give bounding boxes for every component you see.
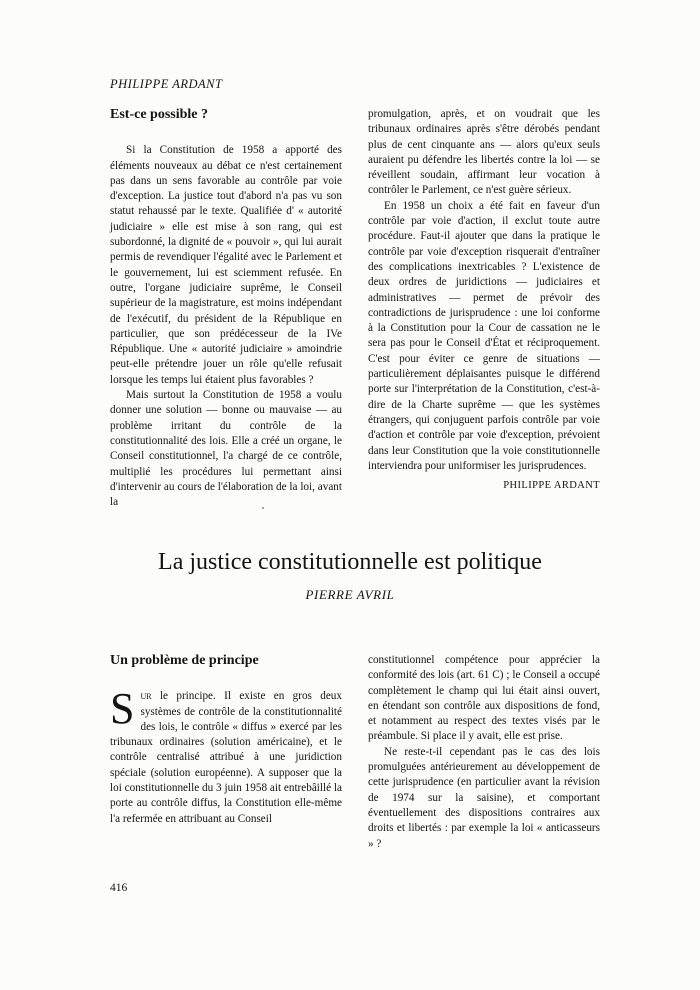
paragraph: Ne reste-t-il cependant pas le cas des lois promulguées antérieurement au développement de cette jurisprudence (en particulier avant la révision de 1974 sur la saisine), et comportant éventuellement des dispositions contraires aux droits et libertés : par exemple la loi « anticasseurs » ?	[368, 745, 600, 850]
second-article-right-column	[368, 653, 600, 852]
paragraph-continued: constitutionnel compétence pour apprécier la conformité des lois (art. 61 C) ; le Conseil a occupé complètement le champ qui lui était ainsi ouvert, en étendant son contrôle aux dispositions de fond, et notamment au respect des textes visés par le préambule. Si place il y avait, elle est prise.	[368, 654, 600, 743]
second-article-left-column	[110, 653, 342, 827]
paragraph-text: le principe. Il existe en gros deux systèmes de contrôle de la constitutionnalité des lois, le contrôle « diffus » exercé par les tribunaux ordinaires (solution américaine), et le contrôle centralisé attribué à une juridiction spéciale (solution européenne). A supposer que la loi constitutionnelle du 3 juin 1958 ait entrebâillé la porte au contrôle diffus, la Constitution elle-même l'a refermée en attribuant au Conseil	[110, 690, 342, 825]
paragraph-continued: promulgation, après, et on voudrait que les tribunaux ordinaires après s'être dérobés pendant plus de cent cinquante ans — alors qu'eux seuls auraient pu défendre les libertés contre la loi — se réveillent soudain, affirmant leur vocation à contrôler le Parlement, ce n'est guère sérieux.	[368, 108, 600, 197]
article-title: La justice constitutionnelle est politique	[158, 549, 542, 576]
first-article-left-column	[110, 107, 342, 510]
section-heading-est-ce-possible: Est-ce possible ?	[110, 107, 208, 122]
print-speck	[262, 507, 264, 509]
article-author: PIERRE AVRIL	[305, 587, 395, 602]
drop-cap-letter: S	[110, 684, 135, 734]
paragraph: Mais surtout la Constitution de 1958 a voulu donner une solution — bonne ou mauvaise — au problème irritant du contrôle de la constitutionnalité des lois. Elle a créé un organe, le Conseil constitutionnel, l'a chargé de ce contrôle, multiplié les procédures lui permettant ainsi d'intervenir au cours de l'élaboration de la loi, avant la	[110, 389, 342, 509]
paragraph: En 1958 un choix a été fait en faveur d'un contrôle par voie d'action, il exclut toute autre procédure. Faut-il ajouter que dans la pratique le contrôle par voie d'exception risquerait d'entraîner des complications inextricables ? L'existence de deux ordres de juridictions — judiciaires et administratives — permet de prévoir des contradictions de jurisprudence : une loi conforme à la Constitution pour la Cour de cassation ne le sera pas pour le Conseil d'État et réciproquement. C'est pour éviter ce genre de situations — particulièrement déplaisantes puisque le différend porte sur l'interprétation de la Constitution, c'est-à-dire de la Charte suprême — que les systèmes étrangers, qui conjuguent parfois contrôle par voie d'action et contrôle par voie d'exception, prévoient dans leur Constitution que la voie constitutionnelle interviendra pour uniformiser les jurisprudences.	[368, 199, 600, 472]
page-number: 416	[110, 882, 128, 894]
paragraph: Si la Constitution de 1958 a apporté des éléments nouveaux au débat ce n'est certainement pas dans un sens favorable au contrôle par voie d'exception. La justice tout d'abord n'a pas vu son statut rehaussé par le texte. Qualifiée d' « autorité judiciaire » elle est mise à son rang, qui est subordonné, la dignité de « pouvoir », qui lui aurait permis de revendiquer l'égalité avec le Parlement et le gouvernement, lui est sciemment refusée. En outre, l'organe judiciaire suprême, le Conseil supérieur de la magistrature, est moins indépendant de l'exécutif, du président de la République en particulier, que son prédécesseur de la IVe République. Une « autorité judiciaire » amoindrie peut-elle prétendre jouer un rôle qu'elle refusait lorsque les temps lui étaient plus favorables ?	[110, 144, 342, 386]
running-head: PHILIPPE ARDANT	[110, 77, 223, 91]
first-article-right-column	[368, 107, 600, 493]
section-heading-probleme-de-principe: Un problème de principe	[110, 653, 259, 668]
dropcap-continuation: ur	[140, 690, 152, 703]
author-signature: PHILIPPE ARDANT	[503, 480, 600, 492]
paragraph-with-dropcap	[110, 684, 342, 827]
